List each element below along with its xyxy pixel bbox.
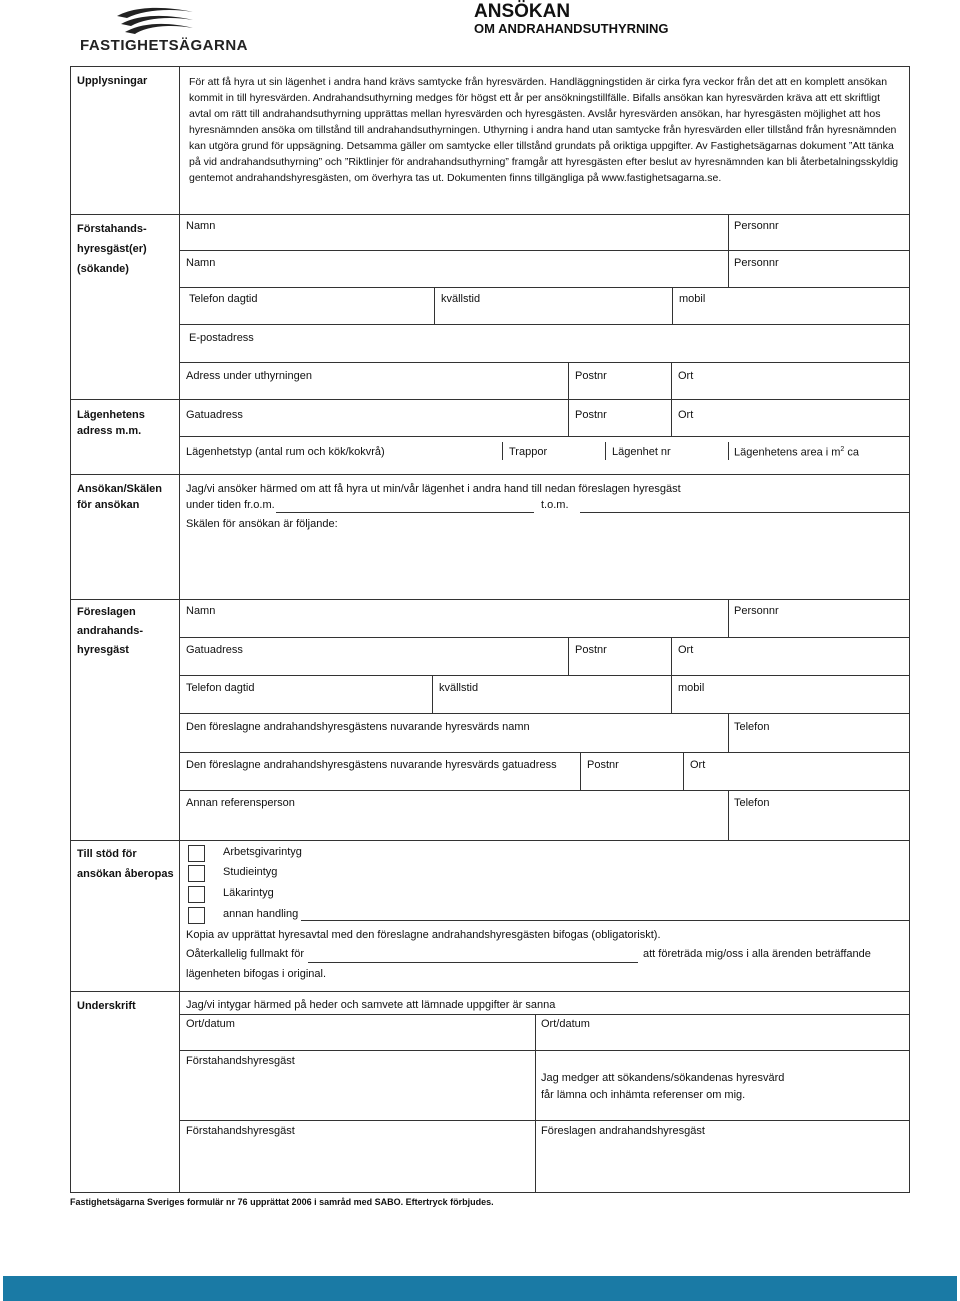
divider	[70, 214, 180, 215]
fullmakt-label: Oåterkallelig fullmakt för	[186, 948, 304, 960]
divider	[179, 637, 910, 638]
postnr-field[interactable]: Postnr	[587, 759, 619, 771]
divider	[70, 840, 910, 841]
studieintyg-label: Studieintyg	[223, 866, 278, 878]
forstahandshyresgast-signature-1[interactable]: Förstahandshyresgäst	[186, 1055, 295, 1067]
telefon-dagtid-field[interactable]: Telefon dagtid	[189, 293, 258, 305]
area-field[interactable]: Lägenhetens area i $m^2$ ca	[734, 446, 860, 459]
checkbox-arbetsgivarintyg[interactable]	[188, 845, 205, 862]
medger-text: Jag medger att sökandens/sökandenas hyresvärd	[541, 1072, 785, 1084]
section-heading-underskrift: Underskrift	[77, 1000, 136, 1012]
from-date-line[interactable]	[276, 512, 534, 513]
info-text: För att få hyra ut sin lägenhet i andra hand krävs samtycke från hyresvärden. Handläggningstiden är cirka fyra veckor från det att en komplett ansökan kommit in till hyresvärden. Andrahandsuthyrning medges för högst ett år per ansökningstillfälle. Bifalls ansökan kan hyresvärden kräva att ett skriftligt avtal om rätt till andrahandsuthyrning upprättas mellan hyresvärden och hyresgästen. Avslår hyresvärden ansökan, har hyresgästen möjlighet att hos hyresnämnden ansöka om tillstånd till andrahandsuthyrningen. Uthyrning i andra hand utan samtycke från hyresvärden eller tillstånd från hyresnämnden kan utgöra grund för uppsägning. Detsamma gäller om samtycke eller tillstånd grundats på oriktiga uppgifter. Av Fastighetsägarnas dokument ”Att tänka på vid andrahandsuthyrning” och ”Riktlinjer för andrahandsuthyrning” framgår att hyresgästen efter beslut av hyresnämnden kan bli återbetalningsskyldig gentemot andrahandshyresgästen, om överhyra tas ut. Dokumenten finns tillgängliga på www.fastighetsagarna.se.	[189, 76, 899, 184]
divider	[502, 442, 503, 460]
fullmakt-text: att företräda mig/oss i alla ärenden beträffande	[643, 948, 871, 960]
section-heading-foreslagen: Föreslagen andrahands- hyresgäst	[77, 606, 144, 656]
section-heading-stod: Till stöd för ansökan åberopas	[77, 848, 174, 880]
divider	[683, 752, 684, 790]
divider	[179, 250, 910, 251]
lagenhetstyp-field[interactable]: Lägenhetstyp (antal rum och kök/kokvrå)	[186, 446, 385, 458]
mobil-field[interactable]: mobil	[679, 293, 706, 305]
fullmakt-line[interactable]	[308, 962, 638, 963]
divider	[728, 790, 729, 840]
personnr-field-2[interactable]: Personnr	[734, 257, 779, 269]
divider	[179, 1014, 910, 1015]
referensperson-field[interactable]: Annan referensperson	[186, 797, 295, 809]
page-subtitle: OM ANDRAHANDSUTHYRNING	[474, 21, 669, 36]
divider	[728, 713, 729, 752]
bottom-bar	[3, 1276, 957, 1301]
divider	[728, 599, 729, 637]
divider	[179, 436, 910, 437]
divider	[179, 790, 910, 791]
to-date-line[interactable]	[580, 512, 910, 513]
ort-field[interactable]: Ort	[678, 644, 694, 656]
divider	[671, 675, 672, 713]
page-title: ANSÖKAN	[474, 1, 571, 22]
tom-label: t.o.m.	[541, 499, 569, 511]
ort-datum-field-1[interactable]: Ort/datum	[186, 1018, 235, 1030]
ort-field[interactable]: Ort	[678, 370, 694, 382]
footer-text: Fastighetsägarna Sveriges formulär nr 76 upprättat 2006 i samråd med SABO. Eftertryck förbjudes.	[70, 1197, 494, 1207]
epost-field[interactable]: E-postadress	[189, 332, 254, 344]
mobil-field[interactable]: mobil	[678, 682, 705, 694]
gatuadress-field[interactable]: Gatuadress	[186, 409, 243, 421]
adress-uthyrning-field[interactable]: Adress under uthyrningen	[186, 370, 312, 382]
gatuadress-field[interactable]: Gatuadress	[186, 644, 243, 656]
divider	[728, 442, 729, 460]
hyresvard-adress-field[interactable]: Den föreslagne andrahandshyresgästens nuvarande hyresvärds gatuadress	[186, 759, 557, 771]
divider	[179, 752, 910, 753]
under-tiden-label: under tiden fr.o.m.	[186, 499, 275, 511]
kvallstid-field[interactable]: kvällstid	[441, 293, 481, 305]
section-heading-lagenhet: Lägenhetens adress m.m.	[77, 409, 145, 437]
section-heading-ansokan: Ansökan/Skälen för ansökan	[77, 483, 162, 511]
lagenhet-nr-field[interactable]: Lägenhet nr	[612, 446, 671, 458]
lakarintyg-label: Läkarintyg	[223, 887, 274, 899]
personnr-field[interactable]: Personnr	[734, 605, 779, 617]
trappor-field[interactable]: Trappor	[509, 446, 548, 458]
kopia-text: Kopia av upprättat hyresavtal med den föreslagne andrahandshyresgästen bifogas (obligatoriskt).	[186, 929, 661, 941]
divider	[179, 362, 910, 363]
divider	[70, 399, 910, 400]
personnr-field-1[interactable]: Personnr	[734, 220, 779, 232]
ort-datum-field-2[interactable]: Ort/datum	[541, 1018, 590, 1030]
annan-handling-line[interactable]	[301, 920, 910, 921]
divider	[179, 287, 910, 288]
divider	[179, 675, 910, 676]
divider	[179, 1050, 910, 1051]
divider	[434, 287, 435, 324]
ort-field[interactable]: Ort	[678, 409, 694, 421]
divider	[70, 474, 910, 475]
postnr-field[interactable]: Postnr	[575, 370, 607, 382]
logo-text: FASTIGHETSÄGARNA	[80, 37, 249, 54]
divider	[568, 637, 569, 675]
ort-field[interactable]: Ort	[690, 759, 706, 771]
divider	[568, 362, 569, 399]
skalen-label: Skälen för ansökan är följande:	[186, 518, 338, 530]
divider	[671, 637, 672, 675]
ansokan-text: Jag/vi ansöker härmed om att få hyra ut min/vår lägenhet i andra hand till nedan föreslagen hyresgäst	[186, 483, 681, 495]
divider	[70, 991, 910, 992]
checkbox-annan-handling[interactable]	[188, 907, 205, 924]
divider	[179, 713, 910, 714]
divider	[70, 599, 910, 600]
hyresvard-namn-field[interactable]: Den föreslagne andrahandshyresgästens nuvarande hyresvärds namn	[186, 721, 530, 733]
divider	[580, 752, 581, 790]
namn-field-2[interactable]: Namn	[186, 257, 216, 269]
divider	[179, 324, 910, 325]
divider	[179, 1120, 910, 1121]
divider	[672, 287, 673, 324]
column-divider	[179, 66, 180, 1193]
logo-waves-icon	[115, 4, 195, 36]
divider	[671, 399, 672, 436]
divider	[432, 675, 433, 713]
kvallstid-field[interactable]: kvällstid	[439, 682, 479, 694]
checkbox-lakarintyg[interactable]	[188, 886, 205, 903]
annan-handling-label: annan handling	[223, 908, 299, 920]
telefon-field[interactable]: Telefon	[734, 721, 770, 733]
divider	[568, 399, 569, 436]
telefon-field[interactable]: Telefon	[734, 797, 770, 809]
namn-field-1[interactable]: Namn	[186, 220, 216, 232]
postnr-field[interactable]: Postnr	[575, 409, 607, 421]
section-heading-upplysningar: Upplysningar	[77, 75, 148, 87]
divider	[535, 1014, 536, 1193]
telefon-dagtid-field[interactable]: Telefon dagtid	[186, 682, 255, 694]
divider	[728, 250, 729, 287]
intyg-text: Jag/vi intygar härmed på heder och samvete att lämnade uppgifter är sanna	[186, 999, 556, 1011]
divider	[671, 362, 672, 399]
divider	[728, 214, 729, 250]
section-heading-forstahand: Förstahands- hyresgäst(er) (sökande)	[77, 223, 147, 275]
namn-field[interactable]: Namn	[186, 605, 216, 617]
arbetsgivarintyg-label: Arbetsgivarintyg	[223, 846, 302, 858]
medger-text-2: får lämna och inhämta referenser om mig.	[541, 1089, 746, 1101]
foreslagen-signature[interactable]: Föreslagen andrahandshyresgäst	[541, 1125, 705, 1137]
postnr-field[interactable]: Postnr	[575, 644, 607, 656]
fullmakt-text-2: lägenheten bifogas i original.	[186, 968, 327, 980]
divider	[605, 442, 606, 460]
checkbox-studieintyg[interactable]	[188, 865, 205, 882]
forstahandshyresgast-signature-2[interactable]: Förstahandshyresgäst	[186, 1125, 295, 1137]
divider	[179, 214, 910, 215]
